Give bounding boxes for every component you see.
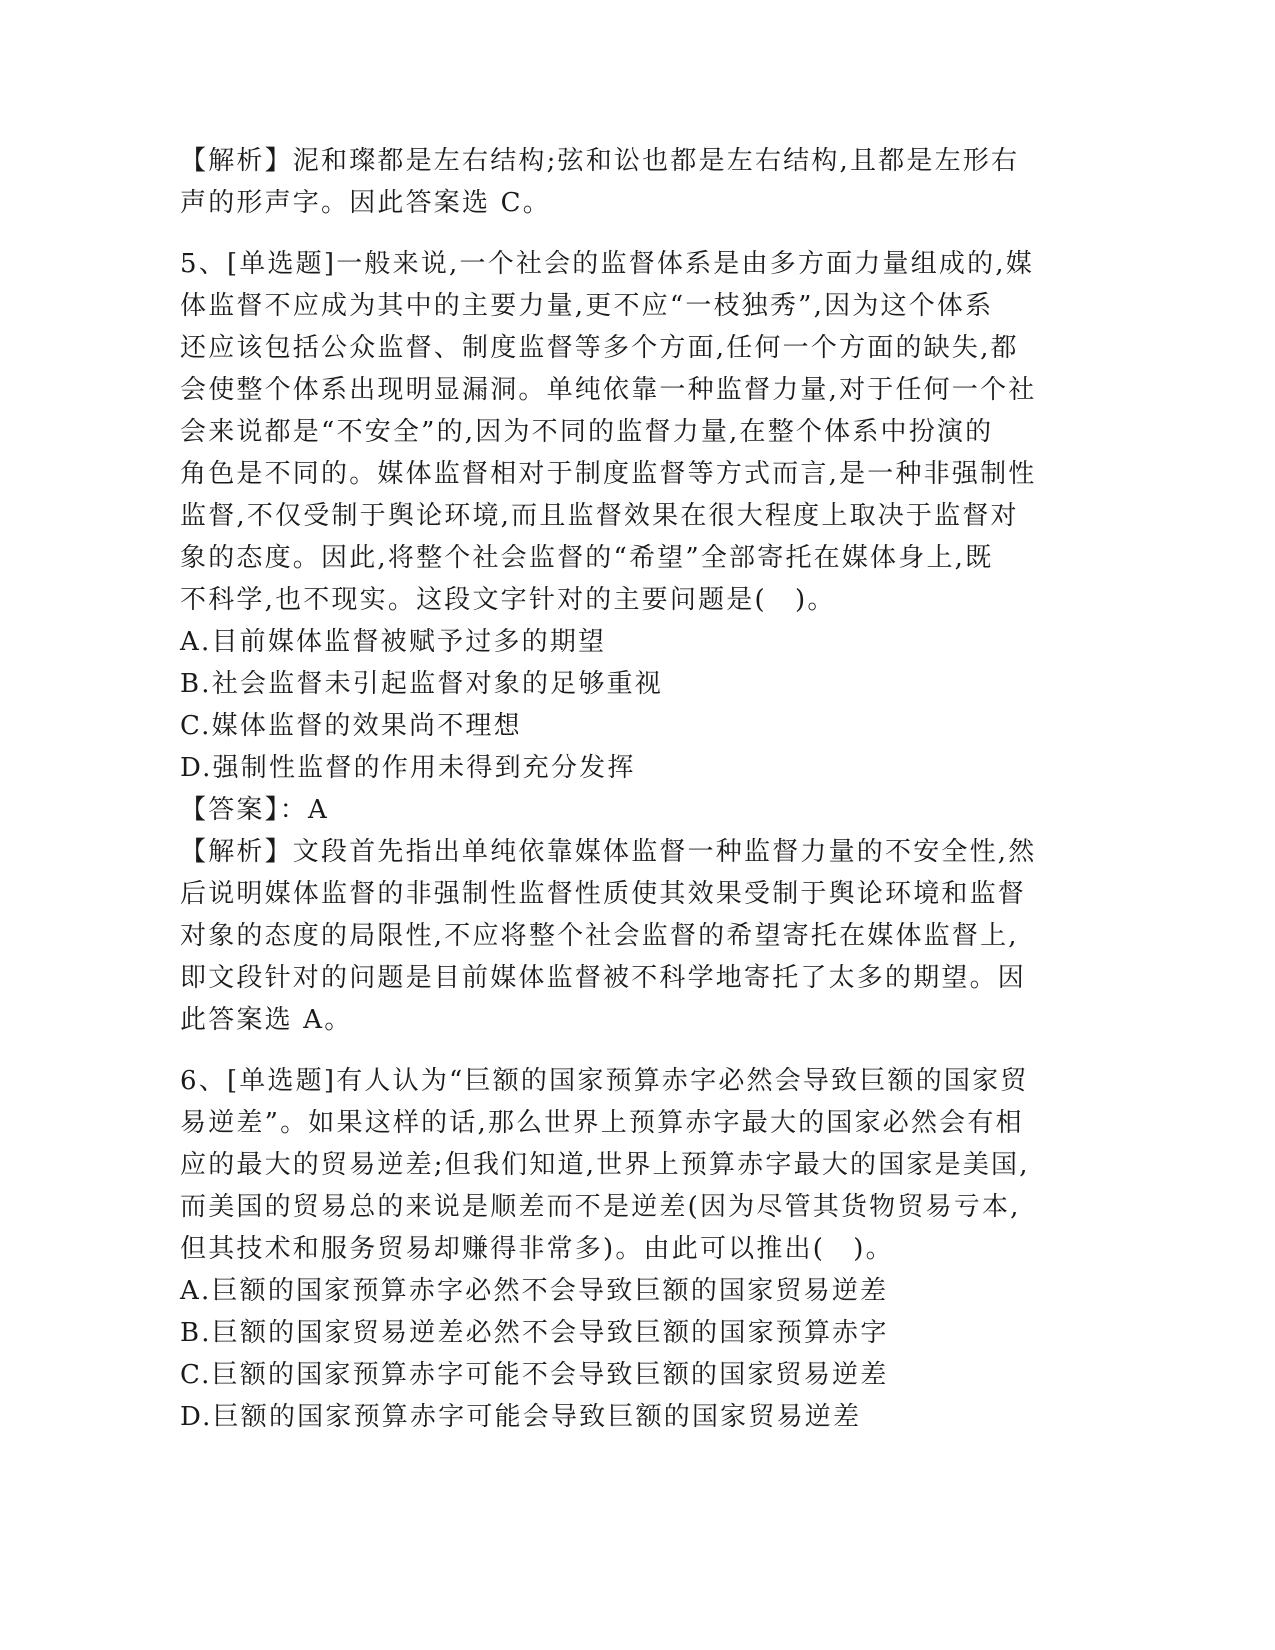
q5-option-a: A.目前媒体监督被赋予过多的期望 [180,627,607,657]
q5-option-c: C.媒体监督的效果尚不理想 [180,711,522,741]
prev-explanation-line: 【解析】泥和璨都是左右结构;弦和讼也都是左右结构,且都是左形右 [180,146,1020,176]
q5-stem-line: 不科学,也不现实。这段文字针对的主要问题是( )。 [180,585,836,615]
q5-stem-line: 还应该包括公众监督、制度监督等多个方面,任何一个方面的缺失,都 [180,333,1019,363]
q6-option-d: D.巨额的国家预算赤字可能会导致巨额的国家贸易逆差 [180,1402,862,1432]
q5-explanation-line: 此答案选 A。 [180,1005,353,1035]
q5-stem-line: 会来说都是“不安全”的,因为不同的监督力量,在整个体系中扮演的 [180,417,994,447]
q5-explanation-line: 【解析】文段首先指出单纯依靠媒体监督一种监督力量的不安全性,然 [180,837,1037,867]
q5-stem-line: 象的态度。因此,将整个社会监督的“希望”全部寄托在媒体身上,既 [180,543,994,573]
q5-explanation-line: 对象的态度的局限性,不应将整个社会监督的希望寄托在媒体监督上, [180,921,1019,951]
q5-stem-line: 角色是不同的。媒体监督相对于制度监督等方式而言,是一种非强制性 [180,459,1037,489]
q6-stem-line: 易逆差”。如果这样的话,那么世界上预算赤字最大的国家必然会有相 [180,1108,1024,1138]
q6-option-c: C.巨额的国家预算赤字可能不会导致巨额的国家贸易逆差 [180,1360,889,1390]
q5-stem-line: 体监督不应成为其中的主要力量,更不应“一枝独秀”,因为这个体系 [180,291,994,321]
q5-explanation-line: 后说明媒体监督的非强制性监督性质使其效果受制于舆论环境和监督 [180,879,1027,909]
q6-stem-line: 但其技术和服务贸易却赚得非常多)。由此可以推出( )。 [180,1234,894,1264]
q5-stem-line: 监督,不仅受制于舆论环境,而且监督效果在很大程度上取决于监督对 [180,501,1019,531]
prev-explanation-line: 声的形声字。因此答案选 C。 [180,188,551,218]
q5-option-d: D.强制性监督的作用未得到充分发挥 [180,753,636,783]
q5-option-b: B.社会监督未引起监督对象的足够重视 [180,669,663,699]
q6-option-b: B.巨额的国家贸易逆差必然不会导致巨额的国家预算赤字 [180,1318,889,1348]
q6-stem-line: 应的最大的贸易逆差;但我们知道,世界上预算赤字最大的国家是美国, [180,1150,1030,1180]
q6-stem-line: 6、[单选题]有人认为“巨额的国家预算赤字必然会导致巨额的国家贸 [180,1066,1029,1096]
q5-explanation-line: 即文段针对的问题是目前媒体监督被不科学地寄托了太多的期望。因 [180,963,1027,993]
q5-stem-line: 会使整个体系出现明显漏洞。单纯依靠一种监督力量,对于任何一个社 [180,375,1037,405]
q6-stem-line: 而美国的贸易总的来说是顺差而不是逆差(因为尽管其货物贸易亏本, [180,1192,1021,1222]
q6-option-a: A.巨额的国家预算赤字必然不会导致巨额的国家贸易逆差 [180,1276,889,1306]
q5-stem-line: 5、[单选题]一般来说,一个社会的监督体系是由多方面力量组成的,媒 [180,249,1034,279]
q5-answer: 【答案】：A [180,795,329,825]
